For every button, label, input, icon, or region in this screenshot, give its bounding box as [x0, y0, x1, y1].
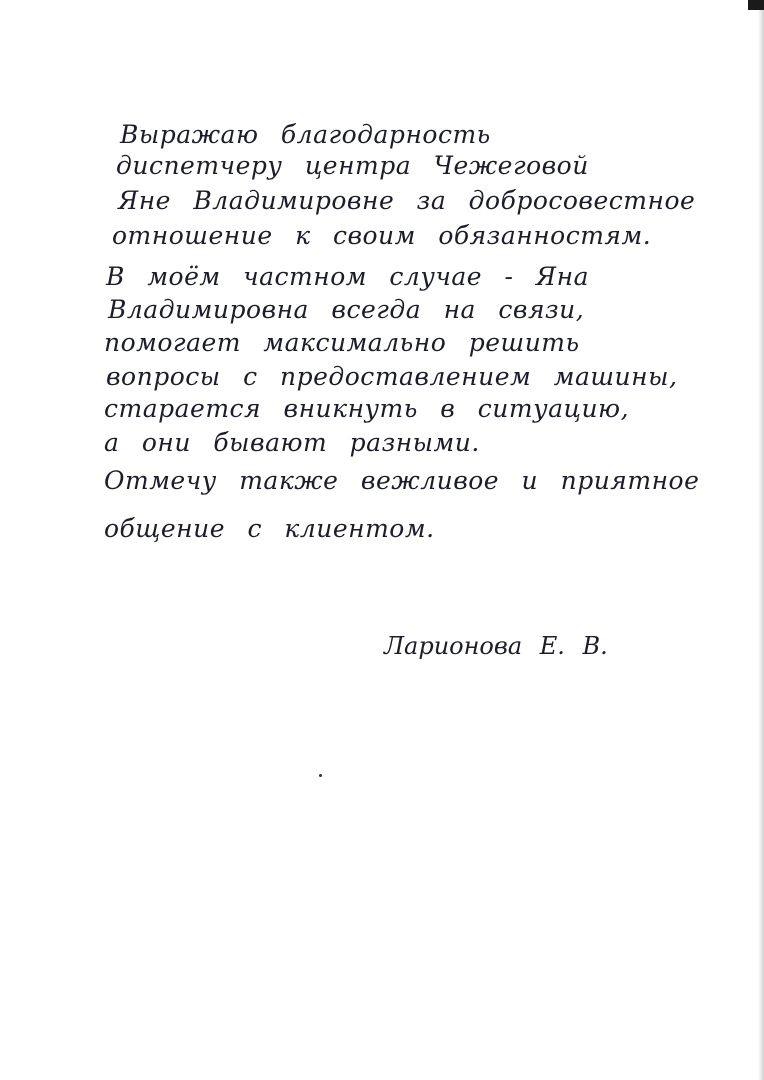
letter-line: Владимировна всегда на связи, [108, 295, 585, 324]
letter-line: В моём частном случае - Яна [106, 262, 589, 291]
letter-line: общение с клиентом. [104, 514, 435, 543]
ink-speck [319, 774, 322, 777]
letter-line: вопросы с предоставлением машины, [106, 362, 678, 391]
letter-line: отношение к своим обязанностям. [112, 221, 652, 250]
letter-line: Отмечу также вежливое и приятное [104, 466, 700, 495]
letter-line: диспетчеру центра Чежеговой [116, 151, 589, 180]
letter-line: Яне Владимировне за добросовестное [118, 186, 696, 215]
letter-line: а они бывают разными. [104, 428, 480, 457]
letter-line: Выражаю благодарность [120, 120, 491, 149]
signature: Ларионова Е. В. [384, 632, 608, 660]
letter-line: старается вникнуть в ситуацию, [104, 394, 630, 423]
letter-line: помогает максимально решить [104, 328, 580, 357]
